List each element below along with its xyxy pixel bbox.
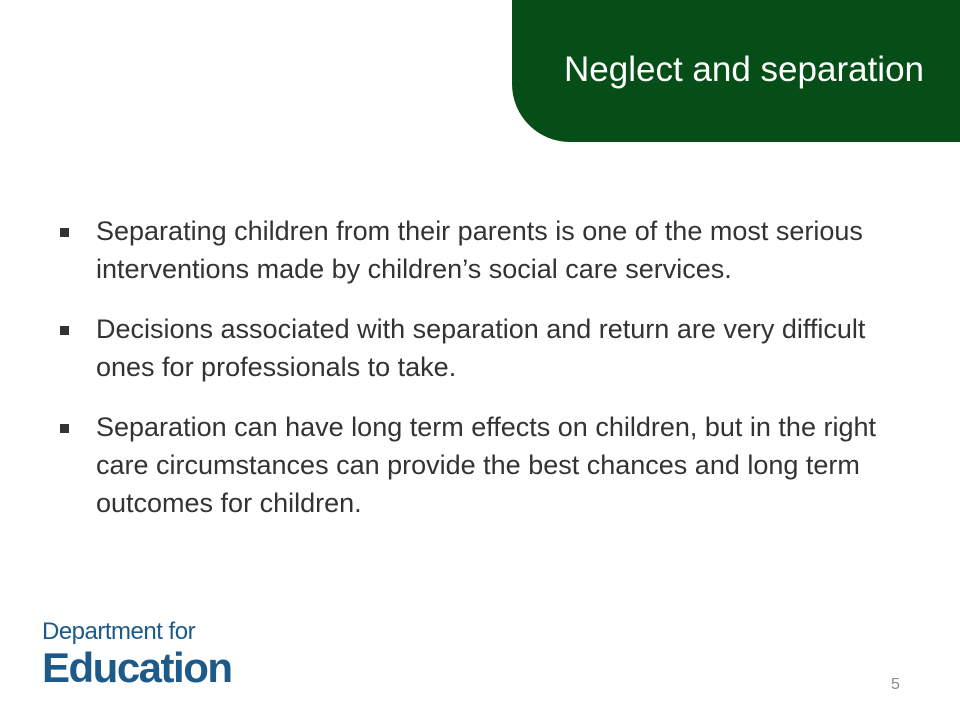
- bullet-text: Separating children from their parents is one of the most serious interventions made by children’s social care services.: [96, 216, 863, 284]
- square-bullet-icon: [60, 424, 69, 433]
- department-for-education-logo: [42, 618, 232, 691]
- logo-line-2: Education: [42, 644, 232, 691]
- bullet-text: Decisions associated with separation and return are very difficult ones for professionals to take.: [96, 314, 866, 382]
- title-banner: [512, 0, 960, 142]
- square-bullet-icon: [60, 228, 69, 237]
- bullet-item: [60, 212, 920, 288]
- bullet-item: [60, 310, 920, 386]
- page-number: 5: [891, 676, 900, 693]
- square-bullet-icon: [60, 326, 69, 335]
- slide-title: Neglect and separation: [564, 50, 924, 89]
- logo-line-1: Department for: [42, 618, 196, 645]
- bullet-text: Separation can have long term effects on children, but in the right care circumstances can provide the best chances and long term outcomes for children.: [96, 412, 876, 518]
- bullet-item: [60, 408, 920, 522]
- bullet-list: [60, 212, 920, 544]
